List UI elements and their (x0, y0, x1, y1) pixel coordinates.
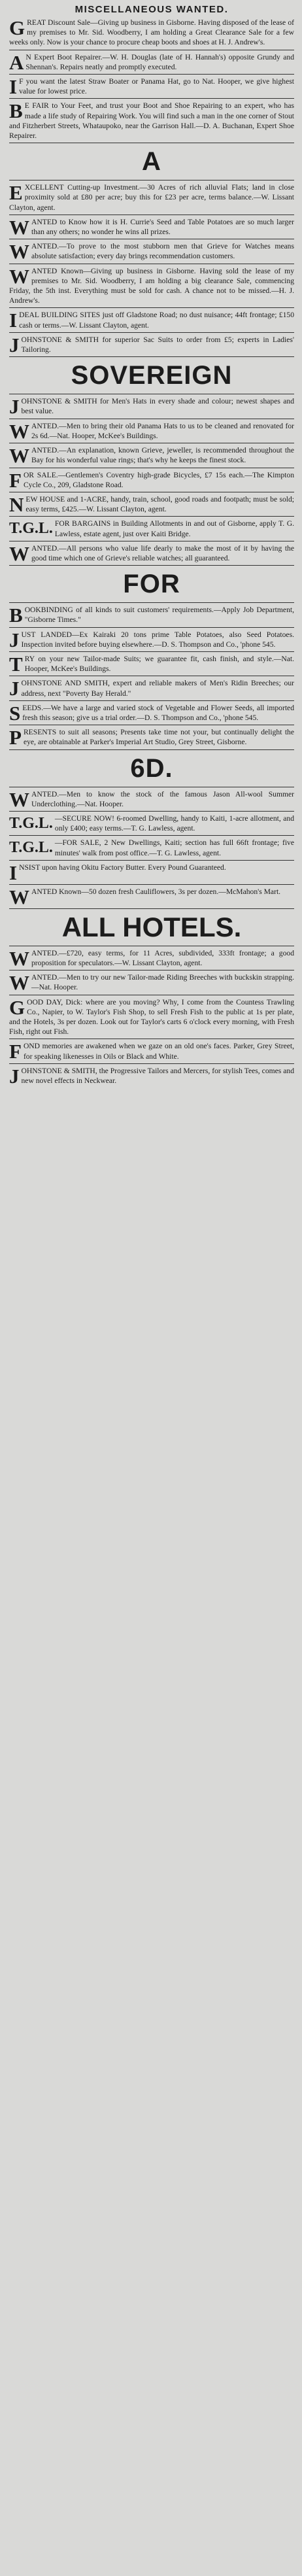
ad-lead-initial: P (9, 726, 22, 749)
column-rule (9, 884, 294, 885)
ad-text: —FOR SALE, 2 New Dwellings, Kaiti; section has full 66ft frontage; five minutes' walk from post office.—T. G. Lawless, agent. (54, 838, 294, 857)
ad-lead-initial: G (9, 16, 25, 39)
display-heading: A (142, 147, 161, 177)
display-heading: ALL HOTELS. (61, 911, 242, 942)
ad-text: OHNSTONE & SMITH, the Progressive Tailors and Mercers, for stylish Tees, comes and new novel effects in Neckwear. (21, 1066, 294, 1086)
ad-lead-initial: J (9, 395, 20, 419)
classified-ad (9, 421, 294, 441)
ad-text: OOD DAY, Dick: where are you moving? Why, I come from the Countess Trawling Co., Napier, to W. Taylor's Fish Shop, to sell Fresh Fish to the public at 1s per plate, and the Hotels, 3s per dozen. Look out for Taylor's carts 6 o'clock every morning, with Fresh Fish, right out Fish. (9, 997, 294, 1037)
column-rule (9, 565, 294, 566)
column-rule (9, 651, 294, 652)
column-rule (9, 332, 294, 333)
column-rule (9, 307, 294, 308)
classified-ad (9, 1041, 294, 1061)
ad-text: REAT Discount Sale—Giving up business in Gisborne. Having disposed of the lease of my premises to Mr. Sid. Woodberry, I am holding a Great Clearance Sale for a few weeks only. Now is your chance to procure cheap boots and shoes at H. J. Andrew's. (9, 18, 294, 47)
display-heading: FOR (123, 570, 180, 599)
ad-text: E FAIR to Your Feet, and trust your Boot and Shoe Repairing to an expert, who has made a life study of Repairing Work. You will find such a man in the one corner of Stout and Fitzherbert Streets, Whataupoko, near the Garrison Hall.—D. A. Buchanan, Expert Shoe Repairer. (9, 101, 294, 141)
ad-text: OHNSTONE & SMITH for superior Sac Suits to order from £5; experts in Ladies' Tailoring. (21, 335, 294, 354)
ad-text: ANTED Known—Giving up business in Gisborne. Having sold the lease of my premises to Mr. Sid. Woodberry, I am holding a big clearance Sale, commencing Friday, the 5th inst. Everything must be sold for cash. A chance not to be missed.—H. J. Andrew's. (9, 266, 294, 305)
ad-text: NSIST upon having Okitu Factory Butter. Every Pound Guaranteed. (19, 863, 226, 872)
ad-lead-initial: I (9, 75, 18, 99)
ad-lead-initial: W (9, 885, 29, 908)
classified-ad (9, 654, 294, 674)
classified-ad (9, 310, 294, 330)
ad-lead-initial: W (9, 787, 29, 811)
ad-lead-initial: J (9, 628, 20, 651)
ad-lead-initial: W (9, 240, 29, 264)
ad-lead-initial: F (9, 1040, 22, 1063)
ad-text: DEAL BUILDING SITES just off Gladstone Road; no dust nuisance; 44ft frontage; £150 cash or terms.—W. Lissant Clayton, agent. (19, 311, 294, 330)
column-rule (9, 356, 294, 357)
classified-ad (9, 52, 294, 72)
column-rule (9, 908, 294, 909)
classified-ad (9, 814, 294, 833)
classified-ad (9, 519, 294, 538)
ad-text: ANTED.—Men to try our new Tailor-made Riding Breeches with buckskin strapping.—Nat. Hooper. (31, 973, 294, 992)
ad-lead-initial: J (9, 333, 20, 356)
classified-ad (9, 971, 294, 995)
ad-lead-initial: A (9, 50, 24, 74)
ad-text: OHNSTONE AND SMITH, expert and reliable makers of Men's Ridin Breeches; our address, next "Poverty Bay Herald." (21, 679, 294, 698)
ad-lead-initial: W (9, 419, 29, 443)
classified-ad (9, 182, 294, 213)
ad-lead-initial: W (9, 946, 29, 970)
classified-ad (9, 678, 294, 698)
ad-lead-initial: E (9, 181, 23, 205)
ad-text: ANTED.—Men to bring their old Panama Hats to us to be cleaned and renovated for 2s 6d.—Nat. Hooper, McKee's Buildings. (31, 421, 294, 440)
classified-ad (9, 494, 294, 514)
ad-text: EEDS.—We have a large and varied stock of Vegetable and Flower Seeds, all imported fresh this season; give us a trial order.—D. S. Thompson and Co., 'phone 545. (22, 703, 294, 722)
column-rule (9, 98, 294, 99)
classified-ad (9, 885, 294, 908)
classified-ad (9, 266, 294, 306)
display-heading: SOVEREIGN (71, 361, 233, 390)
ad-lead-initial: W (9, 971, 29, 995)
ad-text: FOR BARGAINS in Building Allotments in and out of Gisborne, apply T. G. Lawless, estate agent, just over Kaiti Bridge. (54, 519, 294, 538)
ad-text: OND memories are awakened when we gaze on an old one's faces. Parker, Grey Street, for speaking likenesses in Oils or Black and White. (23, 1042, 294, 1061)
ad-lead-initial: T (9, 652, 23, 676)
ad-text: ANTED.—To prove to the most stubborn men that Grieve for Watches means absolute satisfaction; every day brings recommendation customers. (31, 242, 294, 261)
classified-ad (9, 101, 294, 141)
ad-lead-initial: W (9, 444, 29, 468)
column-rule (9, 602, 294, 603)
ad-text: EW HOUSE and 1-ACRE, handy, train, school, good roads and footpath; must be sold; easy terms, £425.—W. Lissant Clayton, agent. (25, 494, 294, 514)
ad-text: UST LANDED—Ex Kairaki 20 tons prime Table Potatoes, also Seed Potatoes. Inspection invited before buying elsewhere.—D. S. Thompson and Co., 'phone 545. (21, 630, 294, 649)
ad-text: OOKBINDING of all kinds to suit customers' requirements.—Apply Job Department, "Gisborne Times." (24, 606, 294, 625)
column-rule (9, 811, 294, 812)
ad-text: ANTED to Know how it is H. Currie's Seed and Table Potatoes are so much larger than any others; no wonder he wins all prizes. (31, 217, 294, 237)
ad-text: ANTED.—Men to know the stock of the famous Jason All-wool Summer Underclothing.—Nat. Hooper. (31, 789, 294, 808)
ad-lead-initial: B (9, 604, 23, 627)
ad-text: N Expert Boot Repairer.—W. H. Douglas (late of H. Hannah's) opposite Grundy and Shennan's. Repairs neatly and promptly executed. (25, 52, 294, 71)
ad-text: ANTED.—An explanation, known Grieve, jeweller, is recommended throughout the Bay for his wonderful value rings; that's why he keeps the finest stock. (31, 446, 294, 465)
ad-text: XCELLENT Cutting-up Investment.—30 Acres of rich alluvial Flats; land in close proximity sold at £80 per acre; buy this for £23 per acre, terms balance.—W. Lissant Clayton, agent. (9, 183, 294, 212)
column-rule (9, 835, 294, 836)
ad-lead-initial: N (9, 492, 24, 516)
ad-lead-initial: I (9, 309, 18, 332)
ad-lead-initial: B (9, 99, 23, 123)
classified-ad (9, 605, 294, 625)
classified-ad (9, 703, 294, 723)
column-rule (9, 700, 294, 701)
ad-lead-initial: I (9, 861, 18, 884)
classified-ad (9, 543, 294, 563)
column-rule (9, 516, 294, 517)
ad-lead-initial: W (9, 264, 29, 288)
ad-text: ANTED.—£720, easy terms, for 11 Acres, subdivided, 333ft frontage; a good proposition for speculators.—W. Lissant Clayton, agent. (31, 948, 294, 967)
ad-lead-initial: T.G.L. (9, 814, 53, 832)
ad-text: OR SALE.—Gentlemen's Coventry high-grade Bicycles, £7 15s each.—The Kimpton Cycle Co., 209, Gladstone Road. (23, 470, 294, 489)
ad-lead-initial: G (9, 995, 25, 1019)
classified-ad (9, 217, 294, 237)
column-rule (9, 1063, 294, 1064)
ad-lead-initial: J (9, 1064, 20, 1088)
column-rule (9, 627, 294, 628)
ad-lead-initial: S (9, 701, 21, 725)
classified-ad (9, 630, 294, 649)
classified-ad (9, 240, 294, 264)
classified-ad (9, 18, 294, 48)
classified-ad (9, 948, 294, 968)
classified-ad (9, 861, 294, 884)
ad-lead-initial: W (9, 541, 29, 565)
ad-lead-initial: J (9, 677, 20, 700)
column-rule (9, 860, 294, 861)
ad-text: ANTED Known—50 dozen fresh Cauliflowers, 3s per dozen.—McMahon's Mart. (31, 887, 281, 896)
classified-ad (9, 838, 294, 857)
ad-text: OHNSTONE & SMITH for Men's Hats in every shade and colour; newest shapes and best value. (21, 397, 294, 416)
ad-text: ANTED.—All persons who value life dearly to make the most of it by having the good time which one of Grieve's reliable watches; all guaranteed. (31, 543, 294, 562)
section-header: MISCELLANEOUS WANTED. (75, 4, 229, 15)
classified-ad (9, 444, 294, 468)
ad-lead-initial: T.G.L. (9, 839, 53, 857)
ads-container (9, 18, 294, 1086)
ad-lead-initial: F (9, 468, 22, 492)
ad-text: —SECURE NOW! 6-roomed Dwelling, handy to Kaiti, 1-acre allotment, and only £400; easy terms.—T. G. Lawless, agent. (54, 814, 294, 833)
display-heading: 6D. (130, 753, 173, 783)
column-rule (9, 74, 294, 75)
ad-lead-initial: W (9, 215, 29, 239)
column-rule (9, 749, 294, 750)
ad-lead-initial: T.G.L. (9, 520, 53, 538)
classified-ad (9, 470, 294, 490)
ad-text: RESENTS to suit all seasons; Presents take time not your, but continually delight the eye, are obtainable at Parker's Imperial Art Studio, Grey Street, Gisborne. (23, 728, 294, 747)
classified-ad (9, 789, 294, 809)
ad-text: F you want the latest Straw Boater or Panama Hat, go to Nat. Hooper, we give highest value for lowest price. (19, 77, 294, 96)
classified-ad (9, 1066, 294, 1086)
classified-ad (9, 335, 294, 354)
classified-ad (9, 727, 294, 747)
classified-ad (9, 997, 294, 1037)
classified-ad (9, 395, 294, 419)
ad-text: RY on your new Tailor-made Suits; we guarantee fit, cash finish, and style.—Nat. Hooper, McKee's Buildings. (24, 654, 294, 674)
classified-ad (9, 75, 294, 99)
